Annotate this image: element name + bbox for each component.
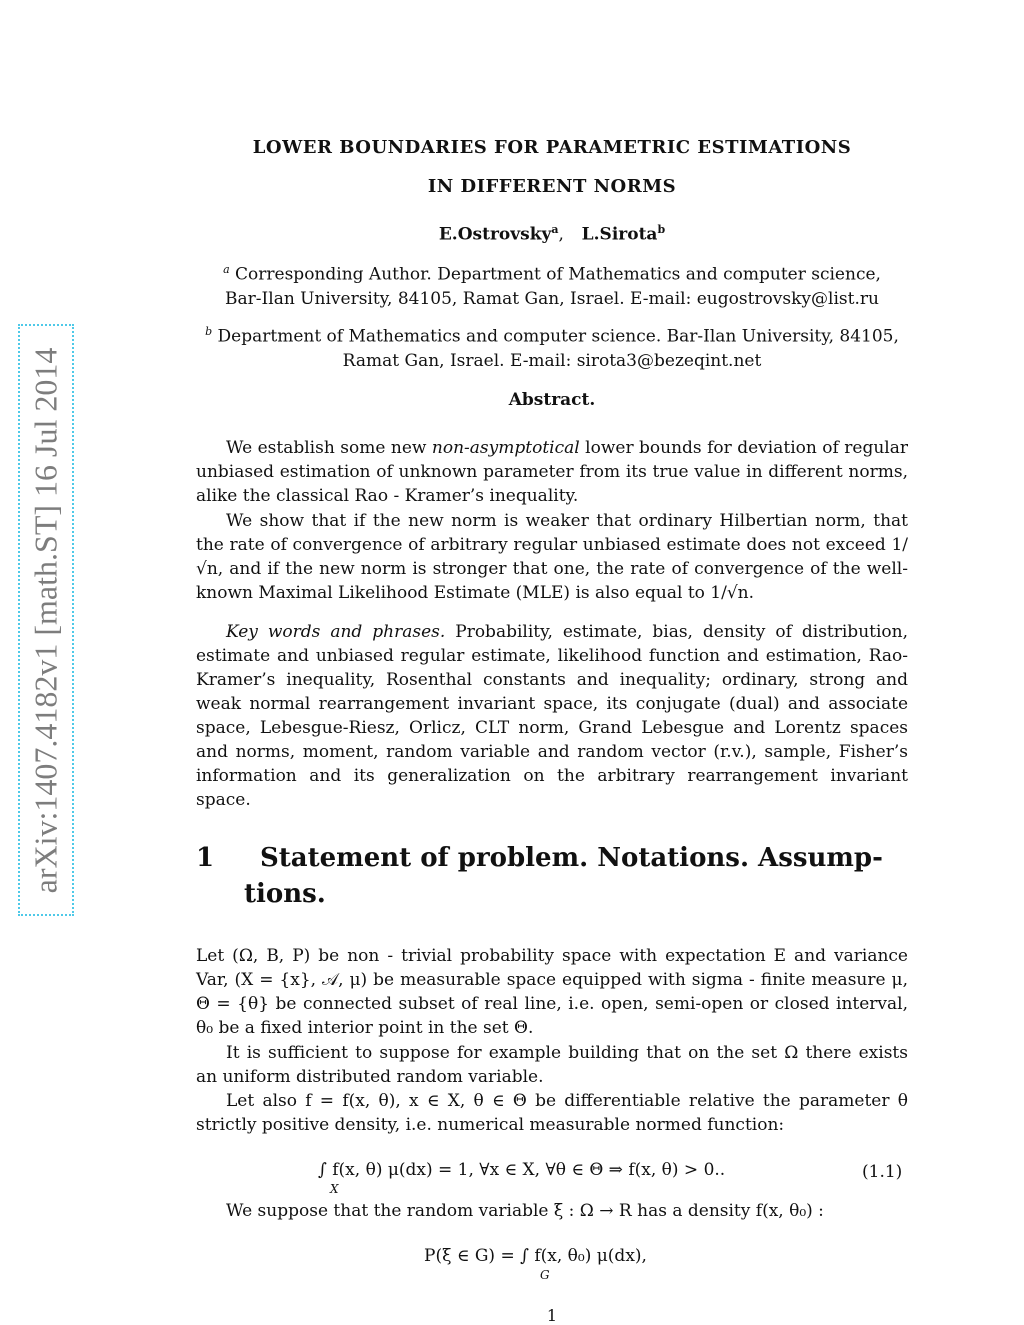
equation-2-subscript: G [540,1268,550,1282]
section-1-number: 1 [196,843,215,873]
body-paragraph-2: It is sufficient to suppose for example building that on the set Ω there exists an uniform distributed random variable. [196,1043,908,1087]
author-2: L.Sirota [581,224,658,245]
page-number: 1 [546,1306,558,1325]
abstract-p1-post: lower bounds for deviation of regular unbiased estimation of unknown parameter from its true value in different norms, alike the classical Rao - Kramer’s inequality. [196,438,908,506]
author-separator: , [558,224,564,245]
equation-2-body: P(ξ ∈ G) = ∫ f(x, θ₀) μ(dx), [424,1246,647,1266]
affiliation-a-line1: Corresponding Author. Department of Mathematics and computer science, [235,264,881,285]
paper-title-line1: LOWER BOUNDARIES FOR PARAMETRIC ESTIMATIONS [252,137,852,158]
affiliation-b-line1: Department of Mathematics and computer science. Bar-Ilan University, 84105, [217,326,899,347]
authors [0,218,1024,247]
body-paragraph-3: Let also f = f(x, θ), x ∈ X, θ ∈ Θ be differentiable relative the parameter θ strictly positive density, i.e. numerical measurable normed function: [196,1091,908,1135]
abstract-p1-emphasis: non-asymptotical [431,438,580,458]
abstract-p1-pre: We establish some new [226,438,432,458]
affiliation-a-line2: Bar-Ilan University, 84105, Ramat Gan, Israel. E-mail: eugostrovsky@list.ru [225,288,879,309]
equation-1-1-body: ∫ f(x, θ) μ(dx) = 1, ∀x ∈ X, ∀θ ∈ Θ ⇒ f(x, θ) > 0.. [318,1160,726,1180]
arxiv-stamp [18,324,74,916]
section-1-heading [196,840,908,912]
affiliation-b [0,320,1024,373]
keywords-label: Key words and phrases. [226,622,446,642]
abstract-paragraph-2: We show that if the new norm is weaker that ordinary Hilbertian norm, that the rate of convergence of arbitrary regular unbiased estimate does not exceed 1/√n, and if the new norm is stronger that one, the rate of convergence of the well-known Maximal Likelihood Estimate (MLE) is also equal to 1/√n. [196,511,908,603]
equation-1-1-subscript: X [330,1182,339,1196]
affiliation-b-mark: b [205,325,213,338]
arxiv-stamp-text: arXiv:1407.4182v1 [math.ST] 16 Jul 2014 [27,347,64,893]
equation-1-1 [318,1160,725,1180]
affiliation-b-line2: Ramat Gan, Israel. E-mail: sirota3@bezeqint.net [342,350,762,371]
author-1-mark: a [551,223,559,236]
equation-2 [424,1246,647,1266]
body-paragraph-4: We suppose that the random variable ξ : Ω → R has a density f(x, θ₀) : [226,1201,824,1221]
author-1: E.Ostrovsky [438,224,552,245]
body-paragraph-1: Let (Ω, B, P) be non - trivial probability space with expectation E and variance Var, (X = {x}, 𝒜, μ) be measurable space equipped with sigma - finite measure μ, Θ = {θ} be connected subset of real line, i.e. open, semi-open or closed interval, θ₀ be a fixed interior point in the set Θ. [196,946,908,1038]
keywords-text: Probability, estimate, bias, density of distribution, estimate and unbiased regular estimate, likelihood function and estimation, Rao-Kramer’s inequality, Rosenthal constants and inequality; ordinary, strong and weak normal rearrangement invariant space, its conjugate (dual) and associate space, Lebesgue-Riesz, Orlicz, CLT norm, Grand Lebesgue and Lorentz spaces and norms, moment, random variable and random vector (r.v.), sample, Fisher’s information and its generalization on the arbitrary rearrangement invariant space. [196,622,908,810]
abstract-paragraph-1 [196,436,908,508]
abstract-heading: Abstract. [508,390,596,410]
equation-1-1-label: (1.1) [862,1162,903,1182]
keywords-paragraph [196,620,908,812]
section-1-title-line2: tions. [244,879,326,909]
paper-title-line2: IN DIFFERENT NORMS [427,176,677,197]
author-2-mark: b [657,223,666,236]
section-1-title-line1: Statement of problem. Notations. Assump- [260,843,883,873]
affiliation-a-mark: a [223,263,230,276]
affiliation-a [0,258,1024,311]
